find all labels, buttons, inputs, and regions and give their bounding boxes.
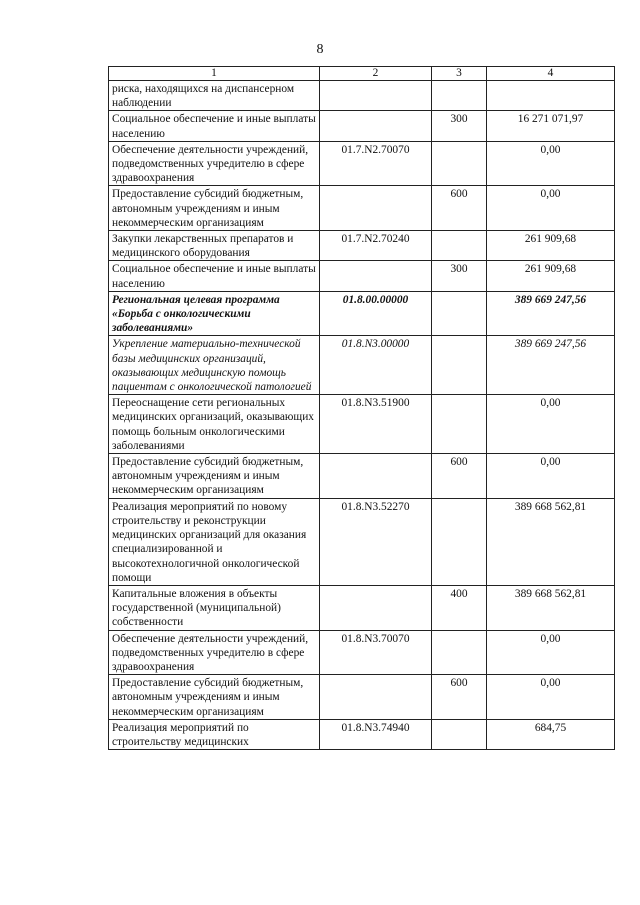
table-row (109, 141, 615, 186)
table-row (109, 585, 615, 630)
row-name-cell: Переоснащение сети региональных медицинских организаций, оказывающих помощь больным онкологическими заболеваниями (109, 395, 320, 454)
row-name-cell: Реализация мероприятий по новому строительству и реконструкции медицинских организаций для оказания специализированной и высокотехнологичной онкологической помощи (109, 498, 320, 585)
row-type-cell (432, 291, 487, 336)
table-row (109, 291, 615, 336)
row-name-cell: Реализация мероприятий по строительству медицинских (109, 719, 320, 749)
row-amount-cell: 389 668 562,81 (487, 498, 615, 585)
row-type-cell (432, 141, 487, 186)
header-col-1: 1 (109, 67, 320, 81)
row-code-cell: 01.8.N3.00000 (320, 336, 432, 395)
row-amount-cell: 0,00 (487, 630, 615, 675)
row-type-cell: 300 (432, 261, 487, 291)
row-name-cell: Региональная целевая программа «Борьба с онкологическими заболеваниями» (109, 291, 320, 336)
row-amount-cell: 261 909,68 (487, 261, 615, 291)
row-code-cell: 01.8.N3.52270 (320, 498, 432, 585)
table-row (109, 719, 615, 749)
header-col-4: 4 (487, 67, 615, 81)
table-header-row (109, 67, 615, 81)
row-amount-cell: 16 271 071,97 (487, 111, 615, 141)
row-name-cell: Предоставление субсидий бюджетным, автономным учреждениям и иным некоммерческим организациям (109, 186, 320, 231)
table-row (109, 261, 615, 291)
row-name-cell: Закупки лекарственных препаратов и медицинского оборудования (109, 231, 320, 261)
table-row (109, 454, 615, 499)
row-type-cell (432, 231, 487, 261)
table-row (109, 231, 615, 261)
row-amount-cell: 389 669 247,56 (487, 336, 615, 395)
row-code-cell (320, 81, 432, 111)
row-type-cell (432, 81, 487, 111)
row-type-cell (432, 719, 487, 749)
row-code-cell (320, 675, 432, 720)
row-code-cell: 01.7.N2.70240 (320, 231, 432, 261)
row-amount-cell: 389 669 247,56 (487, 291, 615, 336)
row-name-cell: Социальное обеспечение и иные выплаты населению (109, 261, 320, 291)
row-type-cell: 600 (432, 675, 487, 720)
row-type-cell (432, 498, 487, 585)
row-code-cell: 01.8.N3.51900 (320, 395, 432, 454)
row-code-cell (320, 585, 432, 630)
table-row (109, 336, 615, 395)
row-amount-cell: 0,00 (487, 186, 615, 231)
row-type-cell: 600 (432, 454, 487, 499)
row-type-cell: 600 (432, 186, 487, 231)
table-row (109, 111, 615, 141)
row-amount-cell: 0,00 (487, 395, 615, 454)
row-amount-cell (487, 81, 615, 111)
row-amount-cell: 0,00 (487, 454, 615, 499)
row-code-cell (320, 454, 432, 499)
row-code-cell: 01.8.00.00000 (320, 291, 432, 336)
table-row (109, 630, 615, 675)
page-number: 8 (316, 42, 324, 57)
row-name-cell: риска, находящихся на диспансерном наблюдении (109, 81, 320, 111)
row-name-cell: Предоставление субсидий бюджетным, автономным учреждениям и иным некоммерческим организациям (109, 675, 320, 720)
row-name-cell: Укрепление материально-технической базы медицинских организаций, оказывающих медицинскую помощь пациентам с онкологической патологией (109, 336, 320, 395)
row-type-cell (432, 336, 487, 395)
row-name-cell: Капитальные вложения в объекты государственной (муниципальной) собственности (109, 585, 320, 630)
row-name-cell: Обеспечение деятельности учреждений, подведомственных учредителю в сфере здравоохранения (109, 141, 320, 186)
row-amount-cell: 261 909,68 (487, 231, 615, 261)
header-col-3: 3 (432, 67, 487, 81)
row-code-cell (320, 261, 432, 291)
row-type-cell (432, 395, 487, 454)
table-row (109, 675, 615, 720)
table-row (109, 81, 615, 111)
row-amount-cell: 389 668 562,81 (487, 585, 615, 630)
row-code-cell: 01.8.N3.70070 (320, 630, 432, 675)
row-amount-cell: 0,00 (487, 141, 615, 186)
row-amount-cell: 0,00 (487, 675, 615, 720)
row-name-cell: Социальное обеспечение и иные выплаты населению (109, 111, 320, 141)
row-code-cell: 01.8.N3.74940 (320, 719, 432, 749)
table-row (109, 395, 615, 454)
table-row (109, 498, 615, 585)
row-type-cell: 300 (432, 111, 487, 141)
row-name-cell: Предоставление субсидий бюджетным, автономным учреждениям и иным некоммерческим организациям (109, 454, 320, 499)
table-row (109, 186, 615, 231)
row-type-cell: 400 (432, 585, 487, 630)
row-code-cell: 01.7.N2.70070 (320, 141, 432, 186)
row-code-cell (320, 111, 432, 141)
row-type-cell (432, 630, 487, 675)
row-code-cell (320, 186, 432, 231)
budget-table (108, 66, 615, 750)
row-name-cell: Обеспечение деятельности учреждений, подведомственных учредителю в сфере здравоохранения (109, 630, 320, 675)
row-amount-cell: 684,75 (487, 719, 615, 749)
header-col-2: 2 (320, 67, 432, 81)
